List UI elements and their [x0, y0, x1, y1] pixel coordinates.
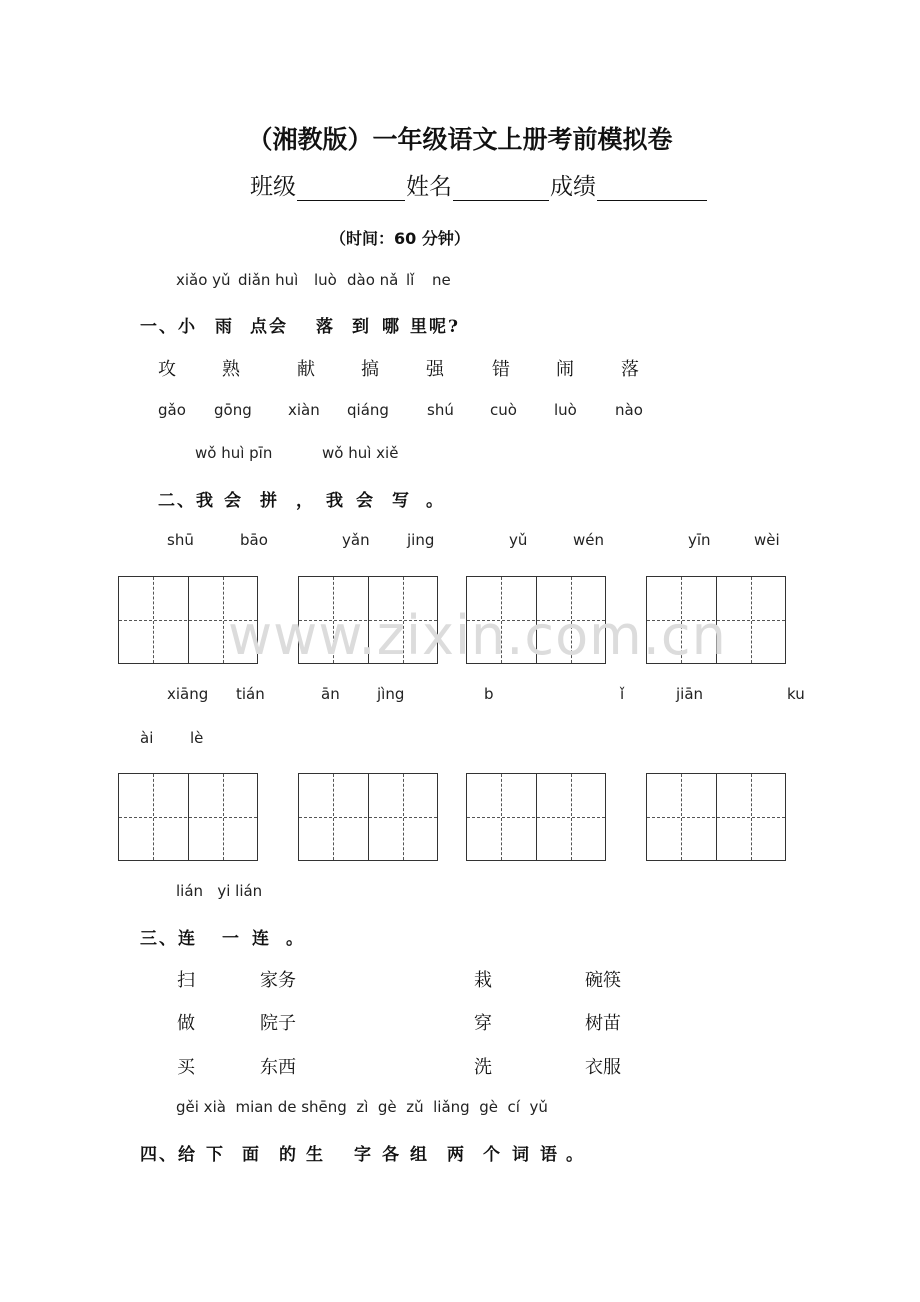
section-heading: 。 — [286, 929, 305, 949]
section-heading: 二、我 — [158, 491, 215, 511]
match-verb[interactable]: 栽 — [474, 970, 492, 991]
section-heading: 会 — [356, 491, 375, 511]
student-info-line — [250, 168, 708, 201]
pinyin-item: ǐ — [620, 685, 625, 703]
pinyin-item: wén — [573, 531, 605, 549]
section-heading: 语 — [540, 1145, 559, 1165]
heading-pinyin: diǎn huì — [238, 271, 299, 289]
section-heading: 哪 — [382, 317, 401, 337]
section-heading: 写 — [392, 491, 411, 511]
pinyin-item: shū — [167, 531, 194, 549]
page-title: （湘教版）一年级语文上册考前模拟卷 — [247, 125, 673, 154]
char-item: 闹 — [556, 359, 574, 380]
pinyin-item: wèi — [754, 531, 780, 549]
score-blank[interactable] — [597, 176, 707, 201]
heading-pinyin: gěi xià mian de shēng zì gè zǔ liǎng gè cí yǔ — [176, 1098, 548, 1116]
score-label: 成绩 — [550, 174, 596, 200]
watermark: www.zixin.com.cn — [228, 604, 727, 667]
match-noun[interactable]: 衣服 — [585, 1057, 621, 1078]
heading-pinyin: dào nǎ — [347, 271, 399, 289]
pinyin-item: nào — [615, 401, 643, 419]
char-item: 搞 — [361, 359, 379, 380]
heading-pinyin: wǒ huì pīn — [195, 444, 273, 462]
match-noun[interactable]: 家务 — [260, 970, 296, 991]
writing-grid[interactable] — [646, 773, 786, 861]
section-heading: 词 — [512, 1145, 531, 1165]
section-heading: 个 — [483, 1145, 502, 1165]
match-noun[interactable]: 树苗 — [585, 1013, 621, 1034]
char-item: 落 — [621, 359, 639, 380]
section-heading: 组 — [410, 1145, 429, 1165]
pinyin-item: lè — [190, 729, 204, 747]
section-heading: 一 — [222, 929, 241, 949]
match-verb[interactable]: 扫 — [177, 970, 195, 991]
heading-pinyin: lǐ — [406, 271, 415, 289]
pinyin-item: xiāng — [167, 685, 209, 703]
pinyin-item: cuò — [490, 401, 517, 419]
section-heading: 。 — [426, 491, 445, 511]
pinyin-item: qiáng — [347, 401, 389, 419]
time-note: （时间：60 分钟） — [330, 229, 470, 248]
pinyin-item: luò — [554, 401, 577, 419]
pinyin-item: tián — [236, 685, 265, 703]
pinyin-item: gōng — [214, 401, 252, 419]
section-heading: 字 — [354, 1145, 373, 1165]
section-heading: 点会 — [250, 317, 288, 337]
match-verb[interactable]: 洗 — [474, 1057, 492, 1078]
char-item: 献 — [297, 359, 315, 380]
pinyin-item: ku — [787, 685, 805, 703]
match-noun[interactable]: 东西 — [260, 1057, 296, 1078]
section-heading: 的 — [279, 1145, 298, 1165]
section-heading: 下 — [206, 1145, 225, 1165]
section-heading: 一、小 — [140, 317, 197, 337]
class-label: 班级 — [250, 174, 296, 200]
writing-grid[interactable] — [466, 773, 606, 861]
pinyin-item: jiān — [676, 685, 704, 703]
name-label: 姓名 — [406, 174, 452, 200]
section-heading: 生 — [306, 1145, 325, 1165]
char-item: 强 — [426, 359, 444, 380]
heading-pinyin: lián yi lián — [176, 882, 263, 900]
class-blank[interactable] — [297, 176, 405, 201]
heading-pinyin: ne — [432, 271, 451, 289]
section-heading: 面 — [242, 1145, 261, 1165]
pinyin-item: yǔ — [509, 531, 528, 549]
section-heading: 到 — [352, 317, 371, 337]
section-heading: ， — [296, 491, 315, 511]
name-blank[interactable] — [453, 176, 549, 201]
char-item: 熟 — [222, 359, 240, 380]
section-heading: 两 — [447, 1145, 466, 1165]
pinyin-item: jìng — [377, 685, 405, 703]
match-verb[interactable]: 穿 — [474, 1013, 492, 1034]
heading-pinyin: wǒ huì xiě — [322, 444, 399, 462]
char-item: 错 — [492, 359, 510, 380]
pinyin-item: ài — [140, 729, 154, 747]
match-noun[interactable]: 院子 — [260, 1013, 296, 1034]
pinyin-item: gǎo — [158, 401, 186, 419]
heading-pinyin: luò — [314, 271, 337, 289]
pinyin-item: ān — [321, 685, 340, 703]
pinyin-item: yīn — [688, 531, 711, 549]
writing-grid[interactable] — [118, 773, 258, 861]
heading-pinyin: xiǎo yǔ — [176, 271, 231, 289]
section-heading: 会 — [224, 491, 243, 511]
pinyin-item: shú — [427, 401, 454, 419]
pinyin-item: xiàn — [288, 401, 320, 419]
section-heading: 里呢? — [410, 317, 460, 337]
section-heading: 四、给 — [140, 1145, 197, 1165]
section-heading: 拼 — [260, 491, 279, 511]
section-heading: 我 — [326, 491, 345, 511]
section-heading: 连 — [252, 929, 271, 949]
pinyin-item: yǎn — [342, 531, 370, 549]
pinyin-item: bāo — [240, 531, 268, 549]
section-heading: 各 — [382, 1145, 401, 1165]
pinyin-item: jing — [407, 531, 435, 549]
writing-grid[interactable] — [298, 773, 438, 861]
section-heading: 三、连 — [140, 929, 197, 949]
match-verb[interactable]: 买 — [177, 1057, 195, 1078]
section-heading: 。 — [566, 1145, 585, 1165]
section-heading: 雨 — [215, 317, 234, 337]
pinyin-item: b — [484, 685, 494, 703]
section-heading: 落 — [316, 317, 335, 337]
char-item: 攻 — [158, 359, 176, 380]
match-noun[interactable]: 碗筷 — [585, 970, 621, 991]
match-verb[interactable]: 做 — [177, 1013, 195, 1034]
